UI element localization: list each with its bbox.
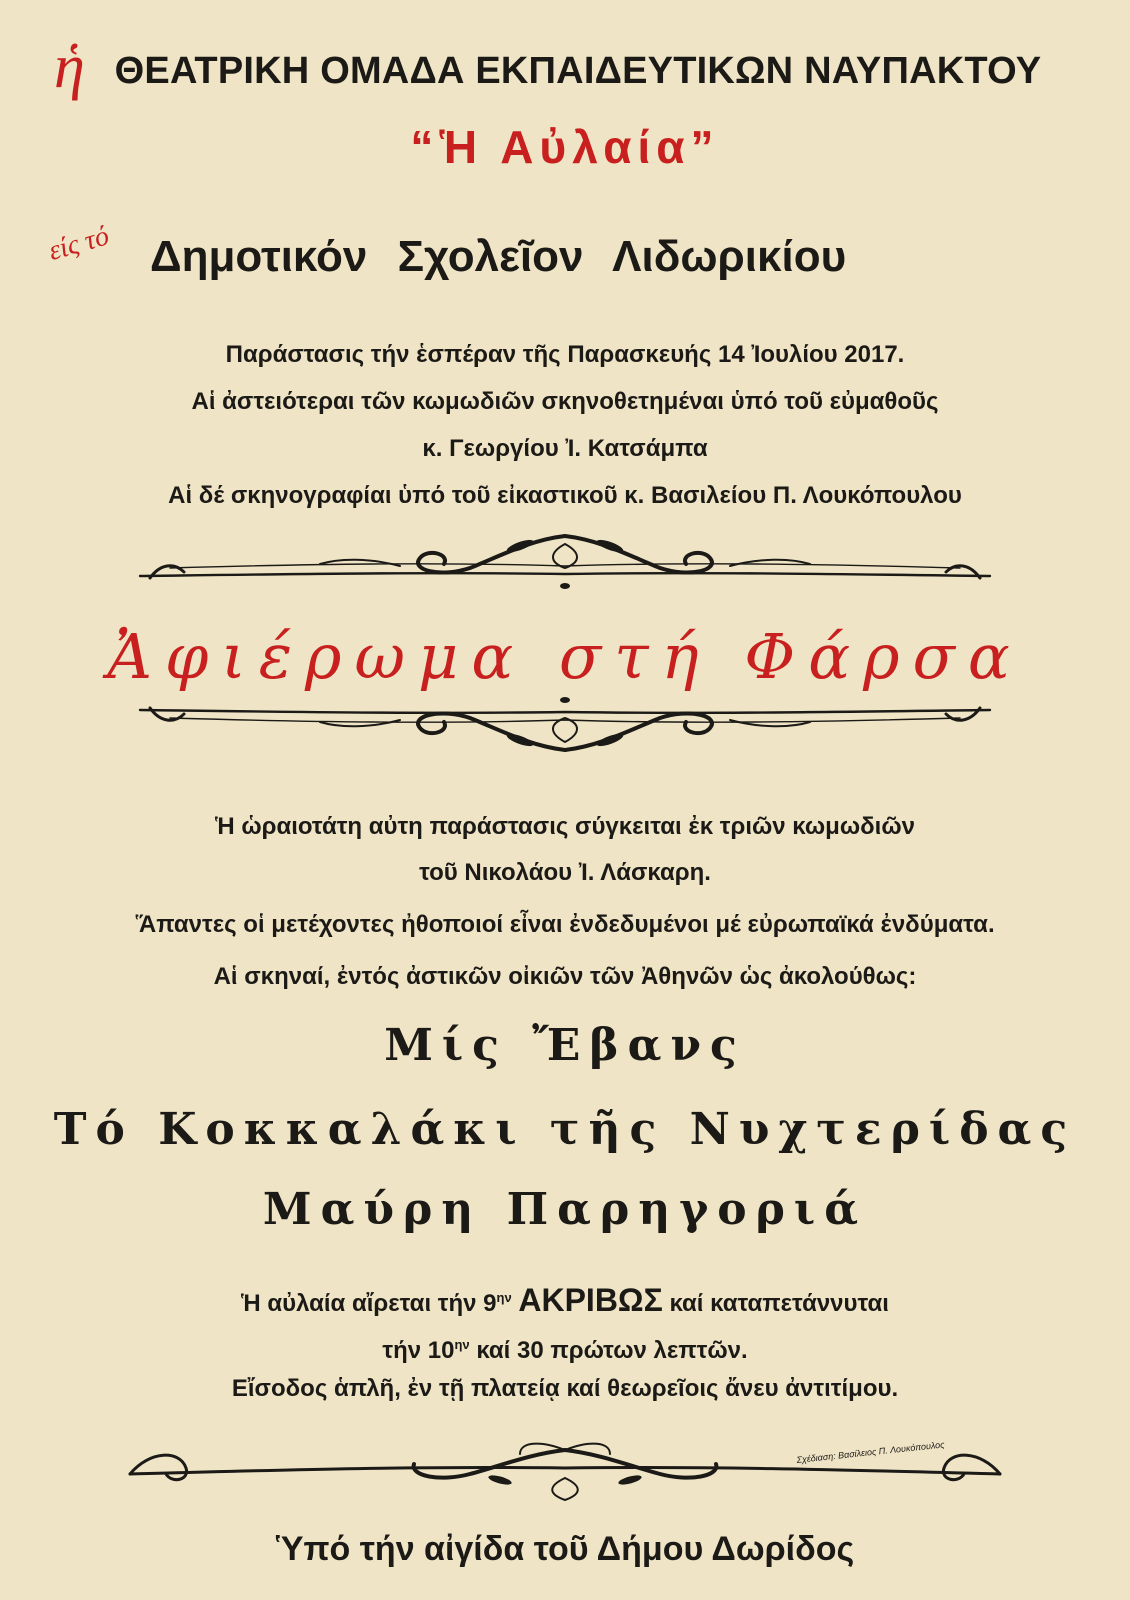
troupe-name: “Ἡ Αὐλαία” (410, 121, 720, 173)
description-line-3: Ἅπαντες οἱ μετέχοντες ἠθοποιοί εἶναι ἐνδεδυμένοι μέ εὐρωπαϊκά ἐνδύματα. (135, 911, 995, 938)
curtain-close-suffix: καί 30 πρώτων λεπτῶν. (476, 1337, 748, 1364)
curtain-close-ordinal: ην (454, 1337, 470, 1352)
article-h-ornament: ἡ (54, 33, 85, 101)
description-line-1: Ἡ ὡραιοτάτη αὐτη παράστασις σύγκειται ἐκ τριῶν κωμωδιῶν (215, 813, 915, 840)
description-line-4: Αἱ σκηναί, ἐντός ἀστικῶν οἰκιῶν τῶν Ἀθηνῶν ὡς ἀκολούθως: (213, 963, 917, 990)
curtain-rise-suffix: καί καταπετάννυται (669, 1290, 889, 1317)
flourish-middle-ornament (0, 688, 1130, 758)
flourish-top-ornament (0, 528, 1130, 598)
entry-line: Εἴσοδος ἁπλῆ, ἐν τῇ πλατείᾳ καί θεωρεῖοις ἄνευ ἀντιτίμου. (231, 1375, 899, 1402)
curtain-close-line (0, 1330, 1130, 1366)
scenography-line: Αἱ δέ σκηνογραφίαι ὑπό τοῦ εἰκαστικοῦ κ. Βασιλείου Π. Λουκόπουλου (168, 482, 962, 509)
curtain-close-prefix: τήν 10 (382, 1337, 455, 1364)
curtain-rise-ordinal: ην (496, 1290, 512, 1305)
comedy-title-3: Μαύρη Παρηγοριά (262, 1184, 868, 1235)
group-title: ΘΕΑΤΡΙΚΗ ΟΜΑΔΑ ΕΚΠΑΙΔΕΥΤΙΚΩΝ ΝΑΥΠΑΚΤΟΥ (114, 50, 1042, 92)
tribute-title: Ἀφιέρωμα στή Φάρσα (107, 620, 1023, 693)
date-line: Παράστασις τήν ἑσπέραν τῆς Παρασκευής 14 Ἰουλίου 2017. (225, 341, 905, 368)
comedy-title-2: Τό Κοκκαλάκι τῆς Νυχτερίδας (53, 1104, 1077, 1155)
director-line: κ. Γεωργίου Ἰ. Κατσάμπα (422, 435, 708, 462)
comedy-title-1: Μίς Ἔβανς (384, 1020, 746, 1071)
flourish-bottom-ornament (0, 1430, 1130, 1510)
patronage-line: Ὑπό τήν αἰγίδα τοῦ Δήμου Δωρίδος (275, 1530, 855, 1568)
eis-to-label: είς τό (45, 220, 113, 268)
direction-line: Αἱ ἀστειότεραι τῶν κωμωδιῶν σκηνοθετημέναι ὑπό τοῦ εὐμαθοῦς (191, 388, 939, 415)
description-line-2: τοῦ Νικολάου Ἰ. Λάσκαρη. (419, 859, 711, 886)
design-credit: Σχέδιαση: Βασίλειος Π. Λουκόπουλος (796, 1439, 945, 1465)
school-name: Δημοτικόν Σχολεῖον Λιδωρικίου (150, 232, 847, 281)
curtain-rise-prefix: Ἡ αὐλαία αἴρεται τήν 9 (241, 1290, 497, 1317)
curtain-rise-line (0, 1280, 1130, 1322)
curtain-rise-emphasis: ΑΚΡΙΒΩΣ (518, 1282, 663, 1318)
